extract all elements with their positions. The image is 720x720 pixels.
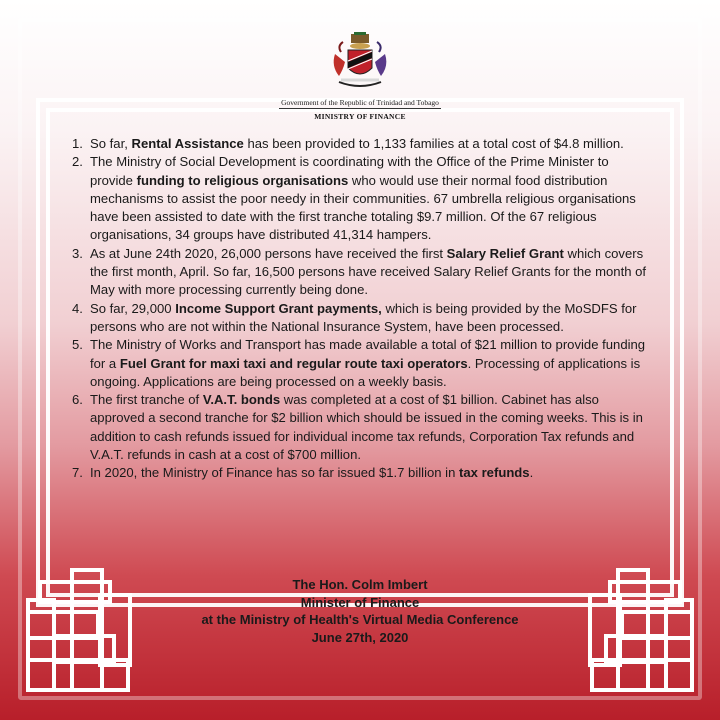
government-line: Government of the Republic of Trinidad and Tobago bbox=[281, 98, 439, 107]
list-item: 5. The Ministry of Works and Transport has made available a total of $21 million to provide funding for a Fuel Grant for maxi taxi and regular route taxi operators. Processing of applications is ongoing. Applications are being processed on a weekly basis. bbox=[72, 337, 646, 389]
ministry-name: MINISTRY OF FINANCE bbox=[314, 112, 406, 121]
list-item: 7. In 2020, the Ministry of Finance has so far issued $1.7 billion in tax refunds. bbox=[72, 465, 534, 481]
ministry-header bbox=[0, 32, 720, 121]
signature-block bbox=[0, 576, 720, 646]
list-item: 1. So far, Rental Assistance has been provided to 1,133 families at a total cost of $4.8 million. bbox=[72, 136, 624, 151]
list-item: 6. The first tranche of V.A.T. bonds was completed at a cost of $1 billion. Cabinet has also approved a second tranche for $2 billion which should be issued in the coming weeks. This is in addition to cash refunds issued for individual income tax refunds, Corporation Tax refunds and V.A.T. refunds in cash at a cost of $700 million. bbox=[72, 392, 643, 463]
update-list bbox=[72, 135, 652, 483]
speaker-title: Minister of Finance bbox=[300, 594, 420, 610]
event-date: June 27th, 2020 bbox=[311, 629, 409, 645]
list-item: 3. As at June 24th 2020, 26,000 persons have received the first Salary Relief Grant which covers the first month, April. So far, 16,500 persons have received Salary Relief Grants for the month of May with more processing currently being done. bbox=[72, 245, 647, 298]
list-item: 2. The Ministry of Social Development is coordinating with the Office of the Prime Minister to provide funding to religious organisations who would use their normal food distribution mechanisms to assist the poor needy in their communities. 67 umbrella religious organisations have been assisted to date with the first tranche totaling $9.7 million. Of the 67 religious organisations, 34 groups have distributed 41,314 hampers. bbox=[72, 154, 636, 243]
list-item: 4. So far, 29,000 Income Support Grant payments, which is being provided by the MoSDFS for persons who are not within the National Insurance System, have been processed. bbox=[72, 300, 637, 334]
coat-of-arms-icon bbox=[329, 32, 391, 92]
event-name: at the Ministry of Health's Virtual Media Conference bbox=[201, 612, 519, 627]
speaker-name: The Hon. Colm Imbert bbox=[292, 577, 428, 592]
